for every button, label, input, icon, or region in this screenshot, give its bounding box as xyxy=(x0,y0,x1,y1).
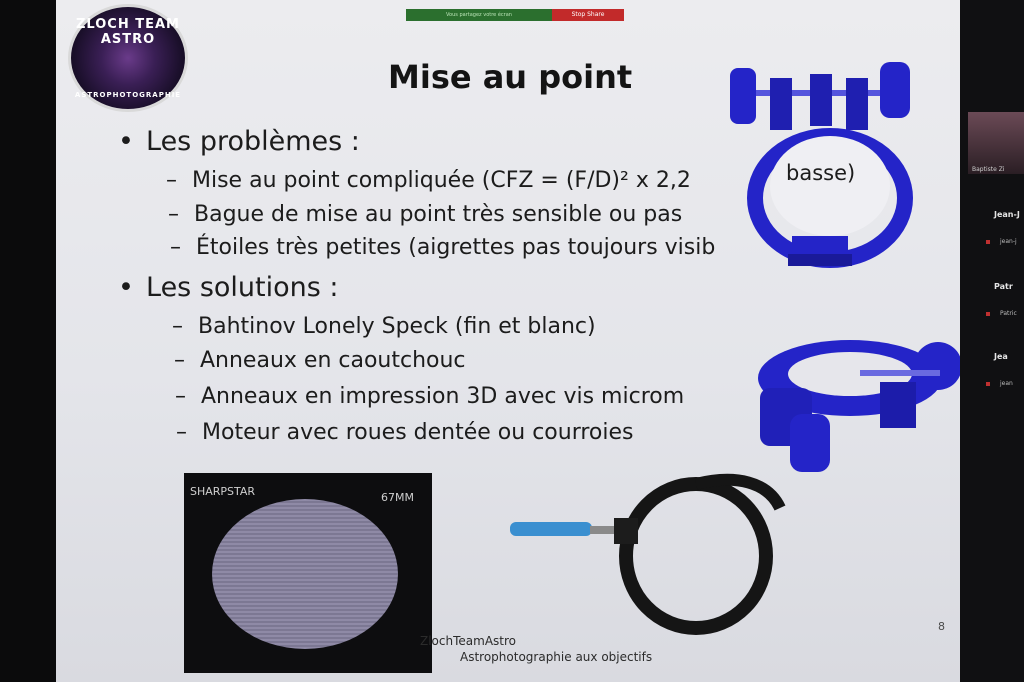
sub-item: – Étoiles très petites (aigrettes pas toujours visib xyxy=(170,235,716,260)
clamp-3d-top-image xyxy=(720,58,920,272)
bullet-marker: • xyxy=(118,272,134,303)
participant-sub: Patric xyxy=(1000,310,1017,317)
sub-item: – Mise au point compliquée (CFZ = (F/D)² x 2,2 xyxy=(166,168,691,193)
overlay-text: basse) xyxy=(786,161,856,185)
muted-mic-icon xyxy=(986,312,990,316)
participant-name: Baptiste Zi xyxy=(972,166,1005,173)
sub-item: – Bague de mise au point très sensible ou pas xyxy=(168,202,683,227)
logo-text-top: ZLOCH TEAM ASTRO xyxy=(76,17,180,47)
page-number: 8 xyxy=(938,620,945,633)
slide-title: Mise au point xyxy=(388,58,633,96)
share-status: Vous partagez votre écran xyxy=(406,9,552,21)
bullet-problems xyxy=(118,126,360,157)
photo-size: 67MM xyxy=(381,491,414,504)
gear-ring-image xyxy=(506,456,790,640)
stop-share-button[interactable]: Stop Share xyxy=(552,9,624,21)
sub-item: – Moteur avec roues dentée ou courroies xyxy=(176,420,634,445)
bullet-marker: • xyxy=(118,126,134,157)
bullet-label: Les problèmes : xyxy=(146,126,360,157)
participant-sub: jean xyxy=(1000,380,1013,387)
photo-brand: SHARPSTAR xyxy=(190,485,256,498)
participant-name: Patr xyxy=(994,282,1013,291)
club-logo xyxy=(68,4,188,112)
muted-mic-icon xyxy=(986,382,990,386)
footer-line-1: ZlochTeamAstro xyxy=(420,634,516,648)
sub-item: – Bahtinov Lonely Speck (fin et blanc) xyxy=(172,314,596,339)
sub-item: – Anneaux en impression 3D avec vis microm xyxy=(175,384,685,409)
sub-item: – Anneaux en caoutchouc xyxy=(174,348,466,373)
logo-text-bottom: ASTROPHOTOGRAPHIE xyxy=(74,91,182,99)
clamp-3d-bottom-image xyxy=(740,318,970,478)
participants-panel xyxy=(960,0,1024,682)
participant-sub: jean-j xyxy=(1000,238,1017,245)
bullet-label: Les solutions : xyxy=(146,272,339,303)
participant-name: Jean-J xyxy=(994,210,1020,219)
bahtinov-mask-photo xyxy=(184,473,432,673)
bullet-solutions xyxy=(118,272,339,303)
footer-line-2: Astrophotographie aux objectifs xyxy=(460,650,653,664)
participant-video-thumbnail[interactable] xyxy=(968,112,1024,174)
participant-name: Jea xyxy=(994,352,1008,361)
mask-disc xyxy=(212,499,398,649)
screen-share-toolbar xyxy=(406,9,624,21)
muted-mic-icon xyxy=(986,240,990,244)
